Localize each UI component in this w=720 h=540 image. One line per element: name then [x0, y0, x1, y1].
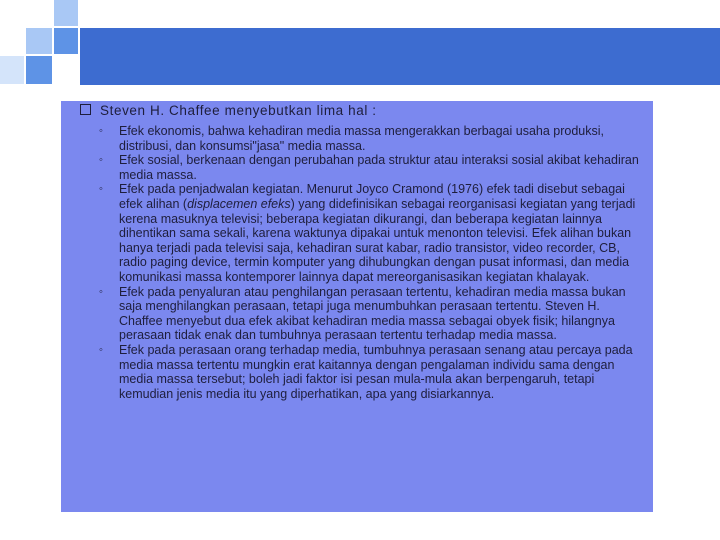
bullet-icon: ◦ [99, 125, 103, 137]
bullet-icon: ◦ [99, 154, 103, 167]
decorative-square [0, 56, 24, 84]
list-item [99, 124, 645, 153]
bullet-icon: ◦ [99, 183, 103, 196]
checkbox-bullet-icon [80, 104, 91, 115]
list-item [99, 153, 645, 182]
item-text: Efek sosial, berkenaan dengan perubahan pada struktur atau interaksi sosial akibat kehadiran media massa. [119, 153, 639, 182]
header-bar [80, 28, 720, 85]
bullet-icon: ◦ [99, 343, 103, 356]
item-text-italic: displacemen efeks [187, 196, 291, 211]
item-text: Efek pada perasaan orang terhadap media, tumbuhnya perasaan senang atau percaya pada media massa tertentu mungkin erat kaitannya dengan pengalaman individu sama dengan media massa tersebut; boleh jadi faktor isi pesan mula-mula akan berpengaruh, tetapi kemudian jenis media itu yang diperhatikan, apa yang disiarkannya. [119, 342, 633, 401]
decorative-square [26, 28, 52, 54]
decorative-square [54, 0, 78, 26]
list-item [99, 285, 645, 343]
list-item [99, 182, 645, 284]
slide-heading [80, 103, 377, 118]
item-text: Efek pada penyaluran atau penghilangan perasaan tertentu, kehadiran media massa bukan saja menghilangkan perasaan, tetapi juga menumbuhkan perasaan tertentu. Steven H. Chaffee menyebut dua efek akibat kehadiran media massa sebagai obyek fisik; hilangnya perasaan tidak enak dan tumbuhnya perasaan tertentu terhadap media massa. [119, 284, 626, 343]
bullet-icon: ◦ [99, 285, 103, 298]
heading-text: Steven H. Chaffee menyebutkan lima hal : [100, 103, 377, 118]
list-item [99, 343, 645, 401]
bullet-list [99, 124, 645, 401]
item-text-after: ) yang didefinisikan sebagai reorganisasi kegiatan yang terjadi kerena masuknya televisi; beberapa kegiatan dikurangi, dan beberapa kegiatan lainnya dihentikan sama sekali, karena waktunya dipakai untuk menonton televisi. Efek alihan bukan hanya terjadi pada televisi saja, kehadiran surat kabar, radio transistor, video recorder, CB, radio paging device, termin komputer yang dihubungkan dengan pusat informasi, dan media komunikasi massa kontemporer lainnya dapat mereorganisasikan kegiatan khalayak. [119, 196, 636, 284]
decorative-square [26, 56, 52, 84]
item-text: Efek ekonomis, bahwa kehadiran media massa mengerakkan berbagai usaha produksi, distribusi, dan konsumsi"jasa" media massa. [119, 124, 605, 153]
decorative-square [54, 28, 78, 54]
item-text-before: Efek pada penjadwalan kegiatan. Menurut Joyco Cramond (1976) efek tadi disebut sebagai efek alihan ( [119, 182, 625, 211]
